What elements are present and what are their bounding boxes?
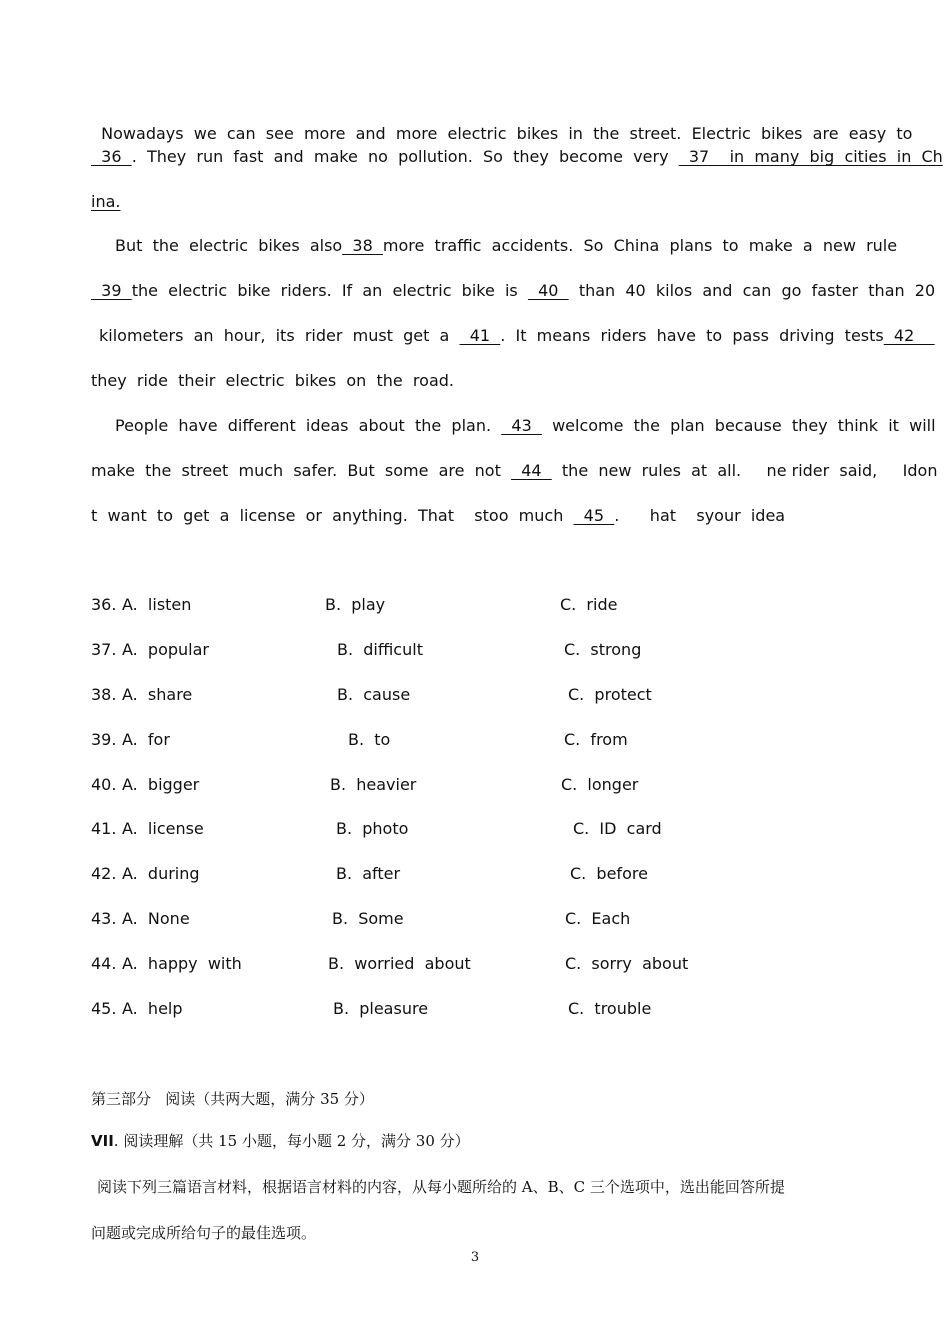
- blank-38: 38: [342, 236, 383, 255]
- option-b: B. Some: [332, 909, 404, 928]
- option-a: A. help: [122, 999, 183, 1018]
- question-number: 43.: [91, 909, 117, 928]
- passage-text: make the street much safer. But some are not: [91, 461, 512, 480]
- passage-text: the electric bike riders. If an electric bike is: [131, 281, 528, 300]
- blank-39: 39: [91, 281, 132, 300]
- passage-line: [91, 370, 454, 392]
- option-a: A. for: [122, 730, 170, 749]
- passage-line: [91, 101, 912, 145]
- option-b: B. difficult: [337, 640, 423, 659]
- section-heading: [91, 1131, 470, 1151]
- option-c: C. ride: [560, 595, 618, 614]
- question-number: 38.: [91, 685, 117, 704]
- option-b: B. to: [348, 730, 391, 749]
- passage-text: . It means riders have to pass driving tests: [500, 326, 884, 345]
- option-c: C. Each: [565, 909, 631, 928]
- section-label: VII: [91, 1132, 114, 1150]
- option-b: B. play: [325, 595, 386, 614]
- blank-37: 37 in many big cities in Ch: [678, 147, 943, 166]
- blank-41: 41: [459, 326, 501, 345]
- passage-text: Nowadays we can see more and more electric bikes in the street. Electric bikes are easy to: [101, 124, 913, 143]
- option-a: A. happy with: [122, 954, 242, 973]
- passage-text: ina.: [91, 192, 121, 211]
- option-a: A. None: [122, 909, 190, 928]
- passage-line: [91, 505, 785, 527]
- blank-40: 40: [527, 281, 569, 300]
- option-c: C. before: [570, 864, 648, 883]
- instruction-line: 问题或完成所给句子的最佳选项。: [91, 1224, 317, 1242]
- blank-36: 36: [91, 147, 132, 166]
- passage-text: they ride their electric bikes on the road.: [91, 371, 454, 390]
- passage-text: the new rules at all. ne rider said, Idon: [551, 461, 938, 480]
- option-c: C. ID card: [573, 819, 662, 838]
- passage-line: [99, 325, 935, 347]
- blank-43: 43: [501, 416, 542, 435]
- option-b: B. heavier: [330, 775, 417, 794]
- blank-44: 44: [511, 461, 552, 480]
- option-c: C. protect: [568, 685, 652, 704]
- passage-text: more traffic accidents. So China plans to make a new rule: [382, 236, 898, 255]
- option-a: A. bigger: [122, 775, 200, 794]
- option-a: A. license: [122, 819, 204, 838]
- passage-line: [91, 280, 935, 302]
- question-number: 44.: [91, 954, 117, 973]
- instruction-line: 阅读下列三篇语言材料，根据语言材料的内容，从每小题所给的 A、B、C 三个选项中，选出能回答所提: [97, 1178, 785, 1196]
- question-number: 41.: [91, 819, 117, 838]
- passage-line: [91, 146, 943, 168]
- question-number: 45.: [91, 999, 117, 1018]
- option-b: B. after: [336, 864, 401, 883]
- option-b: B. worried about: [328, 954, 471, 973]
- passage-line: [115, 235, 897, 257]
- passage-text: t want to get a license or anything. That stoo much: [91, 506, 574, 525]
- option-a: A. during: [122, 864, 200, 883]
- option-a: A. listen: [122, 595, 192, 614]
- section-title: . 阅读理解（共 15 小题，每小题 2 分，满分 30 分）: [113, 1132, 470, 1150]
- question-number: 36.: [91, 595, 117, 614]
- passage-text: . They run fast and make no pollution. So they become very: [131, 147, 679, 166]
- passage-text: But the electric bikes also: [115, 236, 343, 255]
- passage-line: [91, 191, 120, 213]
- passage-text: People have different ideas about the plan.: [115, 416, 502, 435]
- option-c: C. longer: [561, 775, 639, 794]
- option-b: B. pleasure: [333, 999, 429, 1018]
- part-title: 第三部分 阅读（共两大题，满分 35 分）: [91, 1090, 374, 1108]
- blank-42: 42: [883, 326, 935, 345]
- passage-text: . hat syour idea: [614, 506, 786, 525]
- passage-text: than 40 kilos and can go faster than 20: [568, 281, 936, 300]
- question-number: 39.: [91, 730, 117, 749]
- option-b: B. photo: [336, 819, 409, 838]
- question-number: 42.: [91, 864, 117, 883]
- question-number: 37.: [91, 640, 117, 659]
- passage-text: kilometers an hour, its rider must get a: [99, 326, 460, 345]
- question-number: 40.: [91, 775, 117, 794]
- option-a: A. share: [122, 685, 193, 704]
- option-a: A. popular: [122, 640, 209, 659]
- option-c: C. sorry about: [565, 954, 689, 973]
- page-number: 3: [470, 1250, 480, 1265]
- option-c: C. strong: [564, 640, 642, 659]
- passage-line: [91, 460, 937, 482]
- blank-45: 45: [573, 506, 615, 525]
- option-c: C. from: [564, 730, 628, 749]
- passage-line: [115, 415, 936, 437]
- option-b: B. cause: [337, 685, 411, 704]
- option-c: C. trouble: [568, 999, 652, 1018]
- passage-text: welcome the plan because they think it will: [541, 416, 936, 435]
